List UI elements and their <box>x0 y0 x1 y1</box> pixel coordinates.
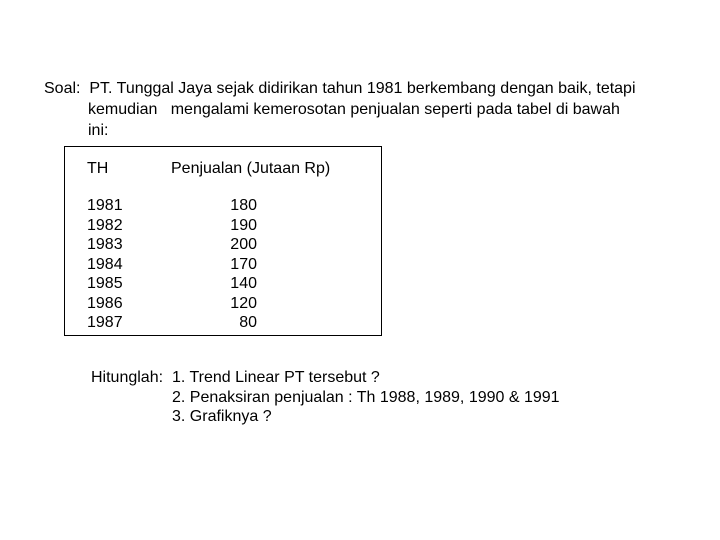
year-cell: 1982 <box>87 216 123 234</box>
sales-cell: 120 <box>230 294 257 312</box>
task-item <box>91 407 560 427</box>
sales-table <box>64 146 382 336</box>
year-column <box>87 196 123 333</box>
sales-cell: 200 <box>230 236 257 253</box>
sales-cell: 140 <box>230 275 257 292</box>
year-cell: 1985 <box>87 275 123 292</box>
task-item <box>91 388 560 408</box>
task-item <box>91 368 560 388</box>
year-cell: 1987 <box>87 314 123 331</box>
problem-line-3: ini: <box>88 122 109 139</box>
problem-line-1: Soal: PT. Tunggal Jaya sejak didirikan tahun 1981 berkembang dengan baik, tetapi <box>44 80 636 97</box>
year-cell: 1984 <box>87 255 123 273</box>
task-text: 2. Penaksiran penjualan : Th 1988, 1989, 1990 & 1991 <box>172 388 560 406</box>
year-cell: 1983 <box>87 236 123 253</box>
header-sales: Penjualan (Jutaan Rp) <box>171 160 331 177</box>
task-lead: Hitunglah: <box>91 369 164 386</box>
task-text: 3. Grafiknya ? <box>172 408 272 425</box>
sales-cell: 170 <box>230 255 257 273</box>
sales-cell: 180 <box>230 197 257 214</box>
header-year: TH <box>87 160 109 177</box>
sales-column <box>205 196 257 333</box>
sales-cell: 80 <box>239 314 257 331</box>
task-text: 1. Trend Linear PT tersebut ? <box>172 369 380 386</box>
year-cell: 1981 <box>87 197 123 214</box>
problem-line-2: kemudian mengalami kemerosotan penjualan seperti pada tabel di bawah <box>88 101 620 118</box>
sales-cell: 190 <box>230 216 257 234</box>
year-cell: 1986 <box>87 294 123 312</box>
task-list <box>91 368 560 427</box>
problem-statement <box>44 78 704 141</box>
